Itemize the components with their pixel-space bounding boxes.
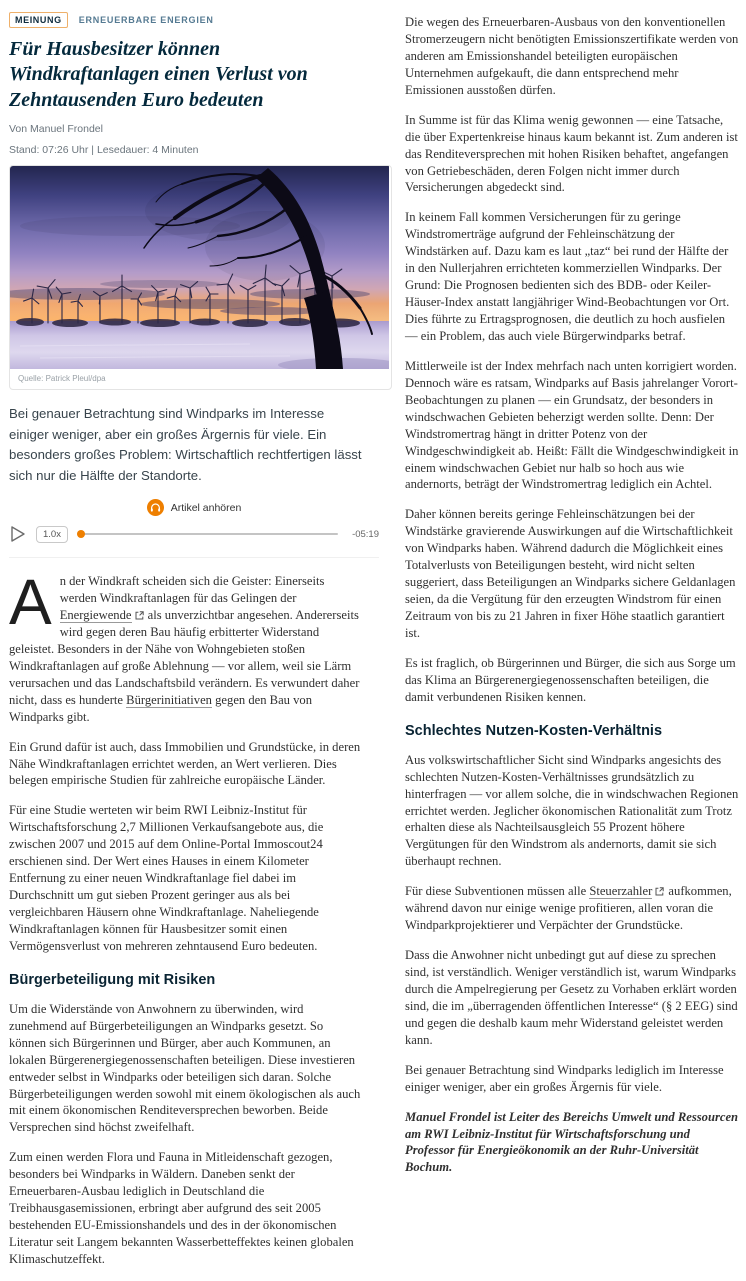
headphones-icon xyxy=(147,499,164,516)
external-link-icon xyxy=(655,887,664,896)
byline: Von Manuel Frondel xyxy=(9,123,103,136)
steuerzahler-link[interactable]: Steuerzahler xyxy=(589,884,653,899)
standfirst: Bei genauer Betrachtung sind Windparks im Interesse einiger weniger, aber ein großes Ärgernis für viele. Ein besonders großes Problem: Wirtschaftlich rechtfertigen lässt sich nur die Hälfte der Standorte. xyxy=(9,406,362,483)
article-paragraph: In keinem Fall kommen Versicherungen für zu geringe Windstromerträge aufgrund der Fehleinschätzung der Windstärken auf. Dazu kam es laut „taz“ bei rund der Hälfte der in den Nullerjahren errichteten kommerziellen Windparks. Der Grund: Die Prognosen bedienten sich des BDB- oder Keiler-Häuser-Index anstatt langjähriger Wind-Beobachtungen vor Ort. Dies führte zu Ertragsprognosen, die deutlich zu hoch ausfielen — ein Problem, das auch viele Bürgerwindparks betraf. xyxy=(405,210,730,343)
external-link-icon xyxy=(135,611,144,620)
hero-image xyxy=(10,166,389,369)
buergerinitiativen-link[interactable]: Bürgerinitiativen xyxy=(126,692,212,707)
article-paragraph: Daher können bereits geringe Fehleinschätzungen bei der Windstärke gravierende Auswirkungen auf die Wirtschaftlichkeit von Windparks haben. Während dadurch die Möglichkeit eines Totalverlusts von Beteiligungen besteht, wird nicht selten suggeriert, dass Beteiligungen an Windparks sichere Geldanlagen seien, da die Vergütung für den erzeugten Windstrom für einen Zeitraum von bis zu 21 Jahren in fixer Höhe staatlich garantiert ist. xyxy=(405,507,736,640)
article-paragraph: Es ist fraglich, ob Bürgerinnen und Bürger, die sich aus Sorge um das Klima an Bürgerenergiegenossenschaften beteiligen, die damit verbundenen Risiken kennen. xyxy=(405,655,736,704)
slider-knob[interactable] xyxy=(77,530,85,538)
article-paragraph: Bei genauer Betrachtung sind Windparks lediglich im Interesse einiger weniger, aber ein großes Ärgernis für viele. xyxy=(405,1062,724,1094)
hero-figure xyxy=(9,165,392,390)
kicker-row xyxy=(9,12,392,28)
author-bio: Manuel Frondel ist Leiter des Bereichs Umwelt und Ressourcen am RWI Leibniz-Institut für Wirtschaftsforschung und Professor für Energieökonomik an der Ruhr-Universität Bochum. xyxy=(405,1109,739,1175)
energiewende-link[interactable]: Energiewende xyxy=(59,608,132,623)
right-column xyxy=(405,14,739,1189)
image-credit: Quelle: Patrick Pleul/dpa xyxy=(18,374,106,384)
article-paragraph: Für eine Studie werteten wir beim RWI Leibniz-Institut für Wirtschaftsforschung 2,7 Millionen Verkaufsangebote aus, die zwischen 2007 und 2015 auf dem Online-Portal Immoscout24 erschienen sind. Der Wert eines Hauses in einem Kilometer Entfernung zu einer neuen Windkraftanlage fiel dabei im Durchschnitt um gut sieben Prozent geringer aus als bei vergleichbaren Häusern ohne Windkraftanlage. Naheliegende Windkraftanlagen können für Hausbesitzer somit einen Vermögensverlust von mehreren zehntausend Euro bedeuten. xyxy=(9,803,324,953)
time-remaining: -05:19 xyxy=(352,528,379,540)
paragraph-text: Für diese Subventionen müssen alle xyxy=(405,884,590,899)
audio-player xyxy=(9,499,379,558)
paragraph-text: n der Windkraft scheiden sich die Geister: Einerseits werden Windkraftanlagen für das Gelingen der xyxy=(59,574,325,606)
drop-cap: A xyxy=(9,566,52,639)
section-heading-right: Schlechtes Nutzen-Kosten-Verhältnis xyxy=(405,722,663,739)
play-icon xyxy=(9,525,27,543)
listen-button[interactable] xyxy=(9,499,379,516)
article-paragraph xyxy=(405,883,739,934)
article-paragraph: Um die Widerstände von Anwohnern zu überwinden, wird zunehmend auf Bürgerbeteiligungen an Windparks gesetzt. So können sich Bürgerinnen und Bürger, aber auch Kommunen, an lokalen Bürgerenergiegenossenschaften beteiligen. Diese investieren entweder selbst in Windparks oder beteiligen sich daran. Solche Bürgerbeteiligungen werden sowohl mit einem ökologischen als auch mit einem ökonomischen Renditeversprechen beworben. Beide Versprechen sind höchst zweifelhaft. xyxy=(9,1001,361,1135)
article-paragraph: Aus volkswirtschaftlicher Sicht sind Windparks angesichts des schlechten Nutzen-Kosten-Verhältnisses grundsätzlich zu hinterfragen — vor allem solche, die in windschwachen Regionen errichtet werden. Jeglicher ökonomischen Rationalität zum Trotz erhalten diese als Nachteilsausgleich 55 Prozent höhere Vergütungen für den Windstrom als andernorts, damit sie sich überhaupt rechnen. xyxy=(405,752,739,869)
article-title: Für Hausbesitzer können Windkraftanlagen einen Verlust von Zehntausenden Euro bedeuten xyxy=(9,38,308,111)
play-button[interactable] xyxy=(9,525,27,543)
article-paragraph: Die wegen des Erneuerbaren-Ausbaus von den konventionellen Stromerzeugern nicht benötigten Emissionszertifikate werden von anderen am Emissionshandel beteiligten europäischen Unternehmen aufgekauft, die dann entsprechend mehr Emissionen ausstoßen dürfen. xyxy=(405,15,739,97)
audio-progress-slider[interactable] xyxy=(77,533,338,535)
article-paragraph: In Summe ist für das Klima wenig gewonnen — eine Tatsache, die über Expertenkreise hinaus kaum bekannt ist. Zum anderen ist das Renditeversprechen mit hohen Risiken behaftet, angefangen von Getriebeschäden, deren Folgen nicht immer durch Versicherungen abgedeckt sind. xyxy=(405,112,738,195)
section-heading-left: Bürgerbeteiligung mit Risiken xyxy=(9,971,216,988)
listen-label: Artikel anhören xyxy=(170,501,242,514)
audio-controls xyxy=(9,525,379,543)
kicker-link[interactable]: ERNEUERBARE ENERGIEN xyxy=(78,15,214,25)
article-paragraph xyxy=(9,566,361,725)
article-paragraph: Mittlerweile ist der Index mehrfach nach unten korrigiert worden. Dennoch wäre es ratsam, Windparks auf Basis jahrelanger Vorort-Beobachtungen zu planen — ein Grundsatz, der besonders in windschwachen Gebieten beherzigt werden sollte. Denn: Der Windstromertrag hängt in dritter Potenz von der Windgeschwindigkeit ab. Heißt: Fällt die Windgeschwindigkeit in einem windschwachen Gebiet nur halb so hoch aus wie andernorts, beträgt der Windstromertrag lediglich ein Achtel. xyxy=(405,358,739,492)
meta-line: Stand: 07:26 Uhr | Lesedauer: 4 Minuten xyxy=(9,144,199,157)
opinion-badge[interactable]: MEINUNG xyxy=(9,12,68,28)
playback-speed-button[interactable]: 1.0x xyxy=(36,526,68,543)
article-paragraph: Zum einen werden Flora und Fauna in Mitleidenschaft gezogen, besonders bei Windparks in Wäldern. Daneben senkt der Erneuerbaren-Ausbau lediglich in Deutschland die Treibhausgasemissionen, erbringt aber aufgrund des seit 2005 bestehenden EU-Emissionshandels und des in der ökonomischen Literatur seit Langem bekannten Wasserbetteffektes keinen globalen Klimaschutzeffekt. xyxy=(9,1150,354,1266)
article-paragraph: Dass die Anwohner nicht unbedingt gut auf diese zu sprechen sind, ist verständlich. Weniger verständlich ist, warum Windparks durch die Ampelregierung per Gesetz zu Vorhaben erklärt worden sind, die im „überragenden öffentlichen Interesse“ (§ 2 EEG) sind und gegen die deshalb kaum mehr Widerstand geleistet werden kann. xyxy=(405,948,738,1047)
article-paragraph: Ein Grund dafür ist auch, dass Immobilien und Grundstücke, in deren Nähe Windkraftanlagen errichtet werden, an Wert verlieren. Dies belegen empirische Studien für zahlreiche europäische Länder. xyxy=(9,739,361,788)
paragraph-text: gegen den Bau von Windparks gibt. xyxy=(9,692,313,724)
left-column xyxy=(9,12,392,1281)
paragraph-text: als unverzichtbar angesehen. Andererseits wird gegen deren Bau häufig erbitterter Widerstand geleistet. Besonders in der Nähe von Wohngebieten stoßen Windkraftanlagen auf große Ablehnung — vor allem, weil sie Lärm verursachen und das Landschaftsbild verändern. Es verwundert daher nicht, dass es hunderte xyxy=(9,608,360,707)
article-body-left xyxy=(9,566,392,1268)
article-body-right xyxy=(405,14,739,1176)
paragraph-text: aufkommen, während davon nur einige wenige profitieren, allen voran die Windparkprojektierer und Verpächter der Grundstücke. xyxy=(405,884,732,933)
